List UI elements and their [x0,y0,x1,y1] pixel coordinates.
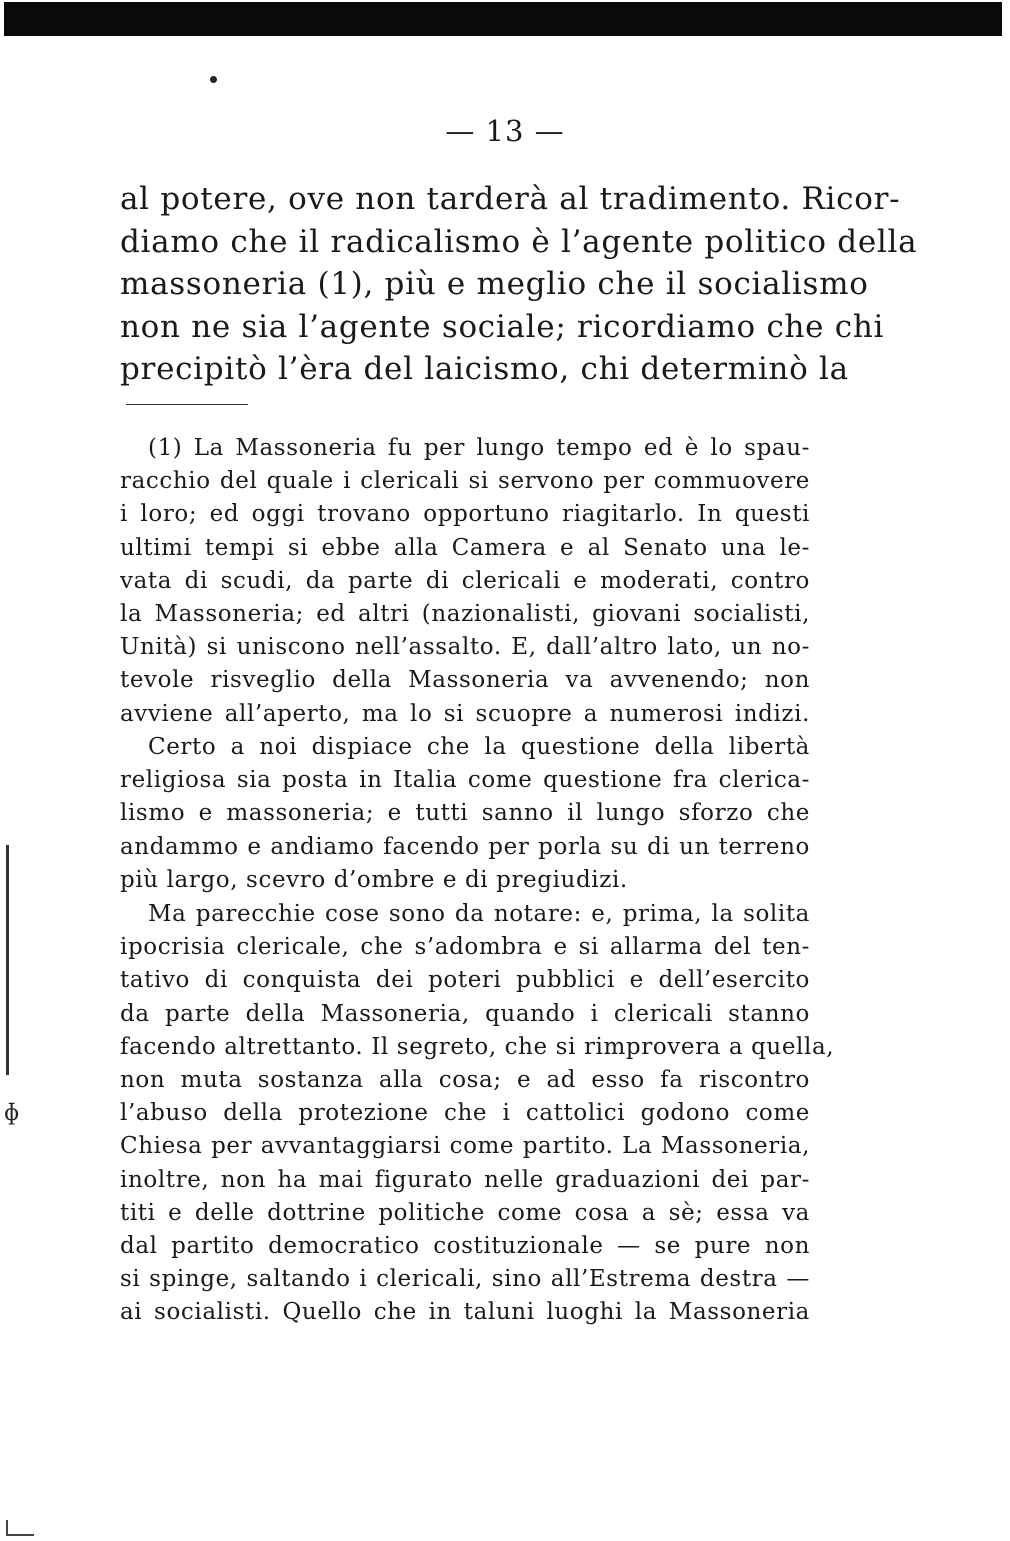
footnote-line: i loro; ed oggi trovano opportuno riagitarlo. In questi [120,501,810,528]
footnote-line: ultimi tempi si ebbe alla Camera e al Senato una le- [120,534,810,561]
footnote-line: la Massoneria; ed altri (nazionalisti, giovani socialisti, [120,601,810,628]
scan-left-edge-mark [6,845,9,1075]
scan-edge-glyph: ɸ [4,1101,20,1126]
footnote-line: avviene all’aperto, ma lo si scuopre a numerosi indizi. [120,700,810,727]
text-line: precipitò l’èra del laicismo, chi determinò la [120,351,849,387]
footnote-line: dal partito democratico costituzionale — se pure non [120,1233,810,1260]
text-line: diamo che il radicalismo è l’agente politico della [120,223,918,260]
scan-corner-mark [6,1520,34,1536]
footnote-line: religiosa sia posta in Italia come questione fra clerica- [120,767,810,794]
footnote-paragraph [120,731,810,897]
footnote-line: Unità) si uniscono nell’assalto. E, dall’altro lato, un no- [120,634,810,661]
footnote-line: vata di scudi, da parte di clericali e moderati, contro [120,567,810,594]
footnote-line: lismo e massoneria; e tutti sanno il lungo sforzo che [120,800,810,827]
footnote-line: titi e delle dottrine politiche come cosa a sè; essa va [120,1199,810,1226]
scan-top-border [4,2,1002,36]
text-line: al potere, ove non tarderà al tradimento. Ricor- [120,181,901,217]
footnote-line: l’abuso della protezione che i cattolici godono come [120,1100,810,1127]
footnote-line: facendo altrettanto. Il segreto, che si rimprovera a quella, [120,1033,835,1060]
footnote-line: non muta sostanza alla cosa; e ad esso fa riscontro [120,1067,810,1094]
footnote-paragraph [120,898,835,1330]
footnote-line: tevole risveglio della Massoneria va avvenendo; non [120,667,810,694]
footnote-line: tativo di conquista dei poteri pubblici e dell’esercito [120,967,810,994]
footnote-line: racchio del quale i clericali si servono per commuovere [120,468,810,495]
footnote-line: ai socialisti. Quello che in taluni luoghi la Massoneria [120,1299,810,1326]
footnote-rule [126,404,248,405]
footnote-line: da parte della Massoneria, quando i clericali stanno [120,1000,810,1027]
footnote-line: Chiesa per avvantaggiarsi come partito. La Massoneria, [120,1133,810,1160]
footnote-line: (1) La Massoneria fu per lungo tempo ed è lo spau- [148,435,810,461]
text-line: massoneria (1), più e meglio che il socialismo [120,266,869,302]
footnote [120,432,810,731]
main-text [120,178,918,391]
footnote-line: si spinge, saltando i clericali, sino all’Estrema destra — [120,1266,810,1293]
footnote-line: più largo, scevro d’ombre e di pregiudizi. [120,866,628,893]
footnote-line: Certo a noi dispiace che la questione della libertà [148,734,810,760]
footnote-line: Ma parecchie cose sono da notare: e, prima, la solita [148,901,810,927]
page-number: — 13 — [445,114,565,148]
footnote-line: ipocrisia clericale, che s’adombra e si allarma del ten- [120,934,810,961]
text-line: non ne sia l’agente sociale; ricordiamo che chi [120,308,885,345]
footnote-line: andammo e andiamo facendo per porla su di un terreno [120,833,810,860]
ink-speck [210,76,217,83]
footnote-line: inoltre, non ha mai figurato nelle graduazioni dei par- [120,1166,810,1193]
